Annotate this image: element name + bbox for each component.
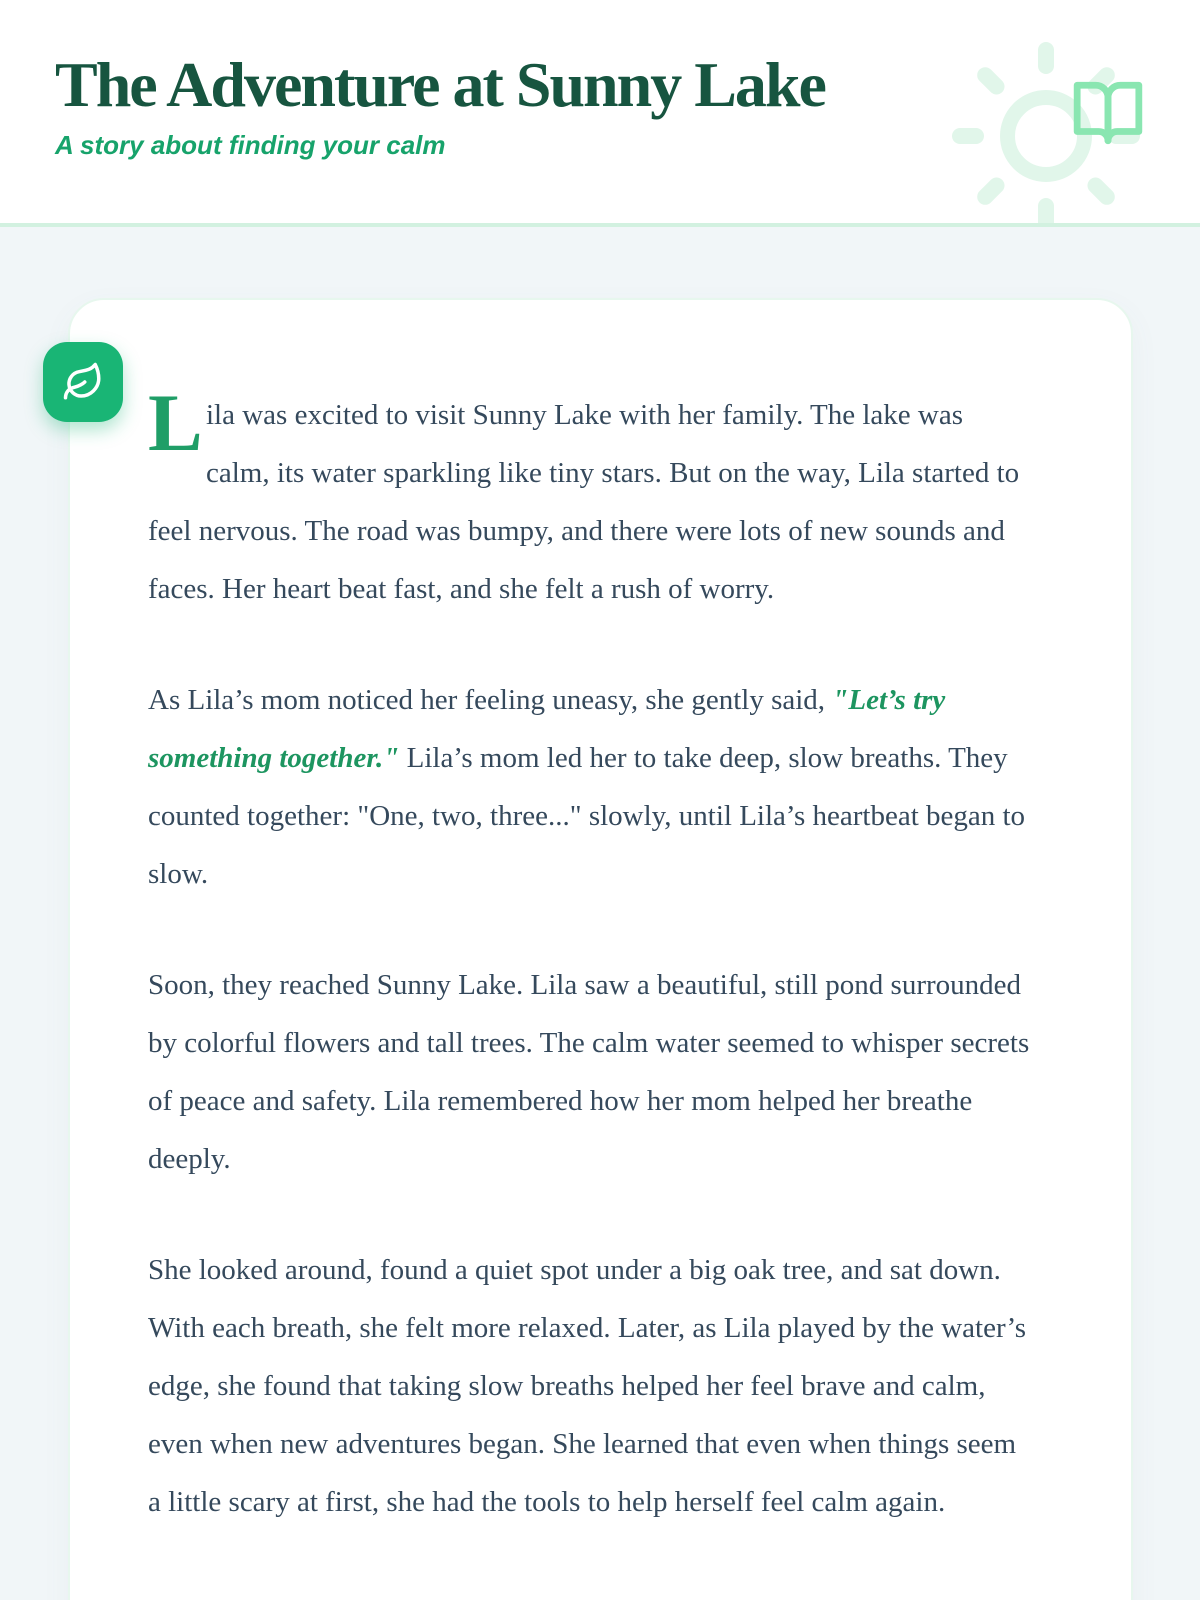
sun-ray: [1038, 198, 1054, 227]
leaf-badge: [43, 342, 123, 422]
story-paragraph: Soon, they reached Sunny Lake. Lila saw a beautiful, still pond surrounded by colorful flowers and tall trees. The calm water seemed to whisper secrets of peace and safety. Lila remembered how her mom helped her breathe deeply.: [148, 969, 1030, 1175]
book-open-icon: [1071, 76, 1145, 150]
sun-ray: [974, 64, 1008, 98]
sun-ray: [952, 128, 984, 144]
story-paragraph: She looked around, found a quiet spot under a big oak tree, and sat down. With each breath, she felt more relaxed. Later, as Lila played by the water’s edge, she found that taking slow breaths helped her feel brave and calm, even when new adventures began. She learned that even when things seem a little scary at first, she had the tools to help herself feel calm again.: [148, 1254, 1027, 1518]
sun-ray: [1084, 174, 1118, 208]
paragraph-text: Lila’s mom led her to take deep, slow breaths. They counted together: "One, two, three..." slowly, until Lila’s heartbeat began to slow.: [148, 742, 1026, 890]
sun-ray: [1038, 42, 1054, 74]
sun-ray: [974, 174, 1008, 208]
story-paragraph: [148, 671, 1033, 903]
story-paragraph: [148, 377, 1033, 618]
story-card: [68, 298, 1133, 1600]
story-section: [0, 298, 1200, 1600]
header: [0, 0, 1200, 227]
quote-emphasis: "Let’s try something together.": [148, 684, 946, 774]
paragraph-text: ila was excited to visit Sunny Lake with her family. The lake was calm, its water sparkling like tiny stars. But on the way, Lila started to feel nervous. The road was bumpy, and there were lots of new sounds and faces. Her heart beat fast, and she felt a rush of worry.: [148, 399, 1020, 605]
page-title: The Adventure at Sunny Lake: [55, 49, 825, 120]
leaf-icon: [62, 361, 104, 403]
drop-cap: L: [148, 377, 203, 468]
paragraph-text: As Lila’s mom noticed her feeling uneasy, she gently said,: [148, 684, 833, 716]
page-subtitle: A story about finding your calm: [55, 130, 446, 160]
